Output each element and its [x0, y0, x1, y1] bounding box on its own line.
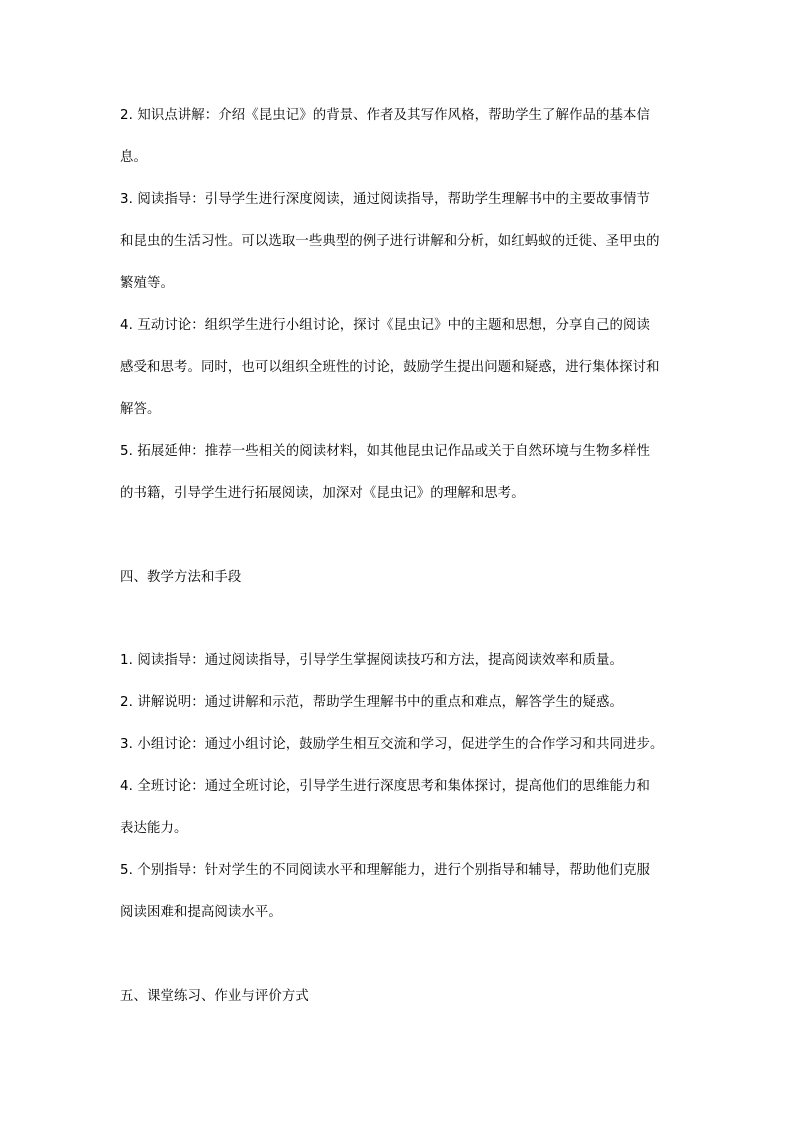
text-line: 4. 互动讨论：组织学生进行小组讨论，探讨《昆虫记》中的主题和思想，分享自己的阅读: [120, 318, 650, 333]
text-line: 2. 讲解说明：通过讲解和示范，帮助学生理解书中的重点和难点，解答学生的疑惑。: [120, 695, 623, 710]
text-line: 繁殖等。: [120, 276, 174, 291]
text-line: 和昆虫的生活习性。可以选取一些典型的例子进行讲解和分析，如红蚂蚁的迁徙、圣甲虫的: [120, 234, 660, 249]
text-line: 阅读困难和提高阅读水平。: [120, 905, 282, 920]
text-line: 表达能力。: [120, 821, 188, 836]
text-line: 2. 知识点讲解：介绍《昆虫记》的背景、作者及其写作风格，帮助学生了解作品的基本信: [120, 108, 650, 123]
text-line: 5. 个别指导：针对学生的不同阅读水平和理解能力，进行个别指导和辅导，帮助他们克服: [120, 863, 650, 878]
text-line: 3. 小组讨论：通过小组讨论，鼓励学生相互交流和学习，促进学生的合作学习和共同进步。: [120, 737, 664, 752]
text-line: 解答。: [120, 402, 161, 417]
section-heading: 五、课堂练习、作业与评价方式: [120, 989, 309, 1004]
text-line: 3. 阅读指导：引导学生进行深度阅读，通过阅读指导，帮助学生理解书中的主要故事情节: [120, 192, 650, 207]
text-line: 感受和思考。同时，也可以组织全班性的讨论，鼓励学生提出问题和疑惑，进行集体探讨和: [120, 360, 660, 375]
text-line: 5. 拓展延伸：推荐一些相关的阅读材料，如其他昆虫记作品或关于自然环境与生物多样性: [120, 444, 650, 459]
text-line: 的书籍，引导学生进行拓展阅读，加深对《昆虫记》的理解和思考。: [120, 486, 525, 501]
section-heading: 四、教学方法和手段: [120, 570, 242, 585]
text-line: 息。: [120, 150, 147, 165]
text-line: 1. 阅读指导：通过阅读指导，引导学生掌握阅读技巧和方法，提高阅读效率和质量。: [120, 653, 623, 668]
text-line: 4. 全班讨论：通过全班讨论，引导学生进行深度思考和集体探讨，提高他们的思维能力和: [120, 779, 650, 794]
